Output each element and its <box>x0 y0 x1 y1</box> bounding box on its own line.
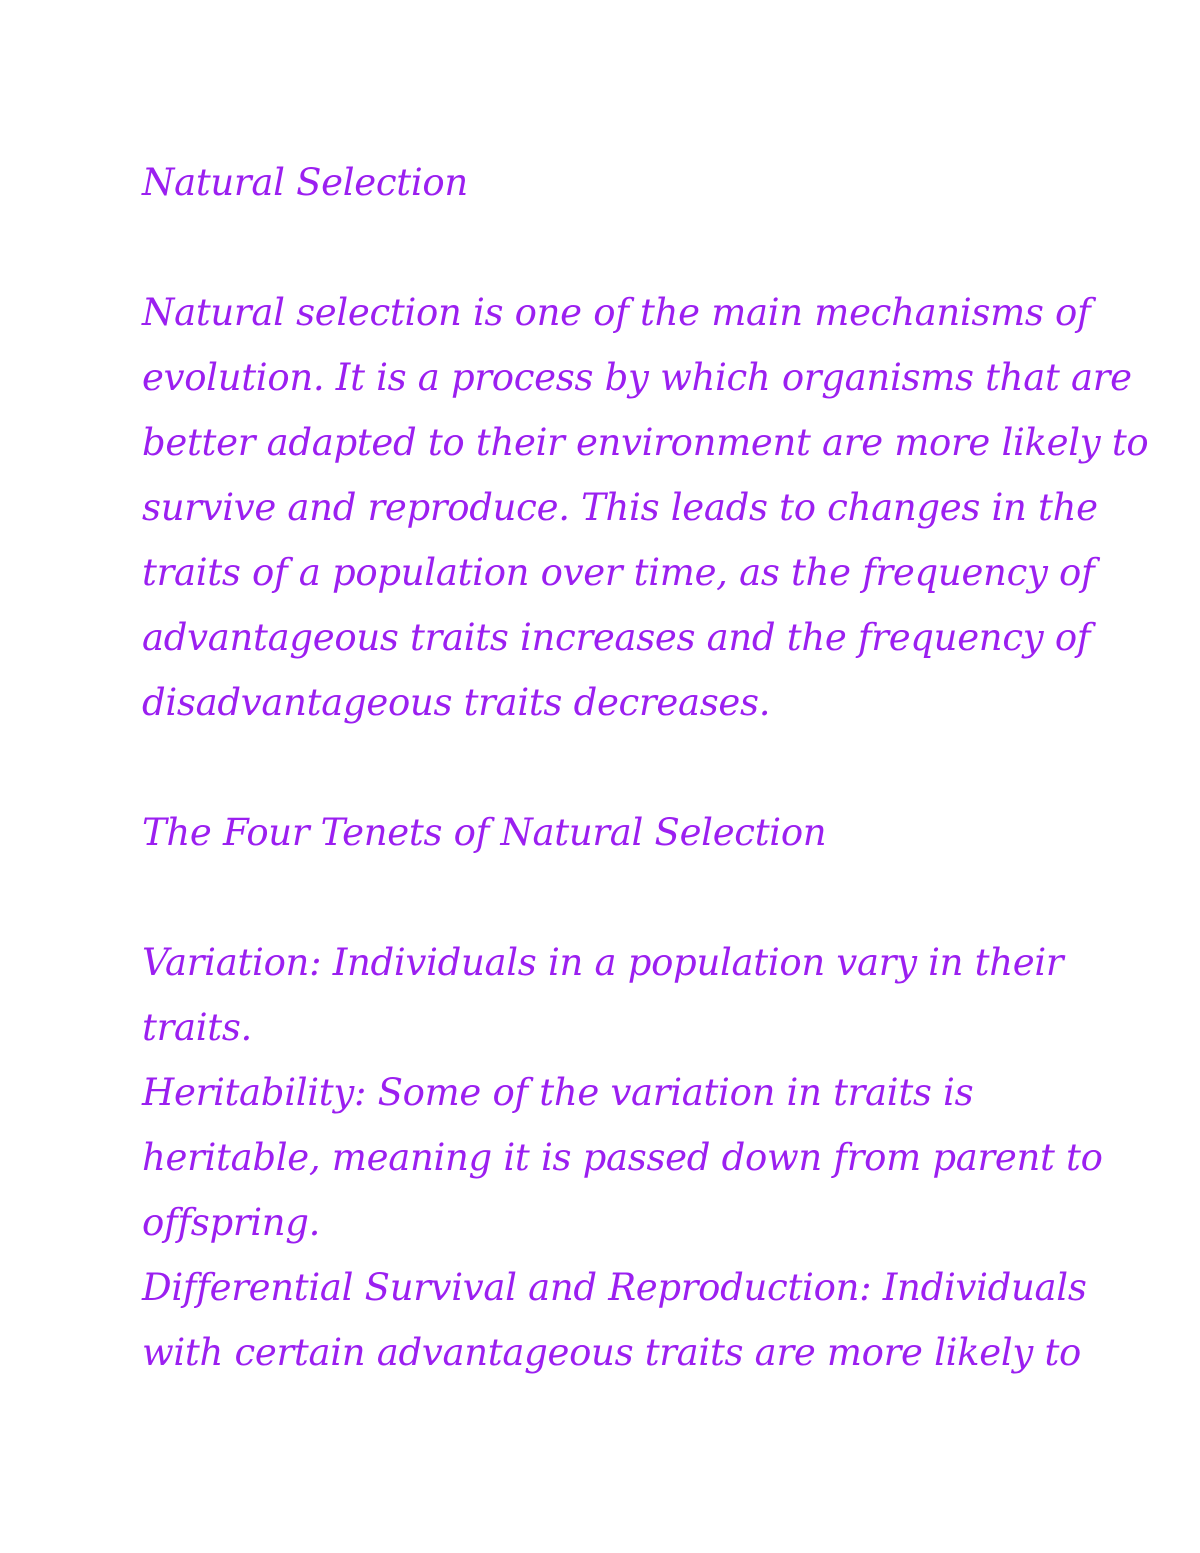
paragraph-line: traits of a population over time, as the frequency of <box>142 551 1095 594</box>
tenet-line: traits. <box>142 1006 252 1049</box>
paragraph-line: advantageous traits increases and the frequency of <box>142 616 1091 659</box>
tenets-list <box>142 930 1103 1385</box>
tenet-line: Heritability: Some of the variation in traits is <box>142 1071 974 1114</box>
paragraph-line: better adapted to their environment are more likely to <box>142 421 1149 464</box>
title-text: Natural Selection <box>142 161 468 204</box>
paragraph-line: Natural selection is one of the main mechanisms of <box>142 291 1091 334</box>
tenet-line: heritable, meaning it is passed down from parent to <box>142 1136 1103 1179</box>
tenet-line: Differential Survival and Reproduction: Individuals <box>142 1266 1087 1309</box>
section-heading <box>142 800 1072 865</box>
blank-line <box>142 865 1072 930</box>
tenet-line: with certain advantageous traits are more likely to <box>142 1331 1082 1374</box>
document-title <box>142 150 1072 215</box>
paragraph-line: survive and reproduce. This leads to changes in the <box>142 486 1098 529</box>
paragraph-line: disadvantageous traits decreases. <box>142 681 771 724</box>
document-body <box>142 150 1149 1385</box>
tenet-line: offspring. <box>142 1201 321 1244</box>
paragraph-line: evolution. It is a process by which organisms that are <box>142 356 1132 399</box>
blank-line <box>142 215 1072 280</box>
intro-paragraph <box>142 280 1149 735</box>
tenet-line: Variation: Individuals in a population vary in their <box>142 941 1064 984</box>
blank-line <box>142 735 1072 800</box>
section-heading-text: The Four Tenets of Natural Selection <box>142 811 827 854</box>
